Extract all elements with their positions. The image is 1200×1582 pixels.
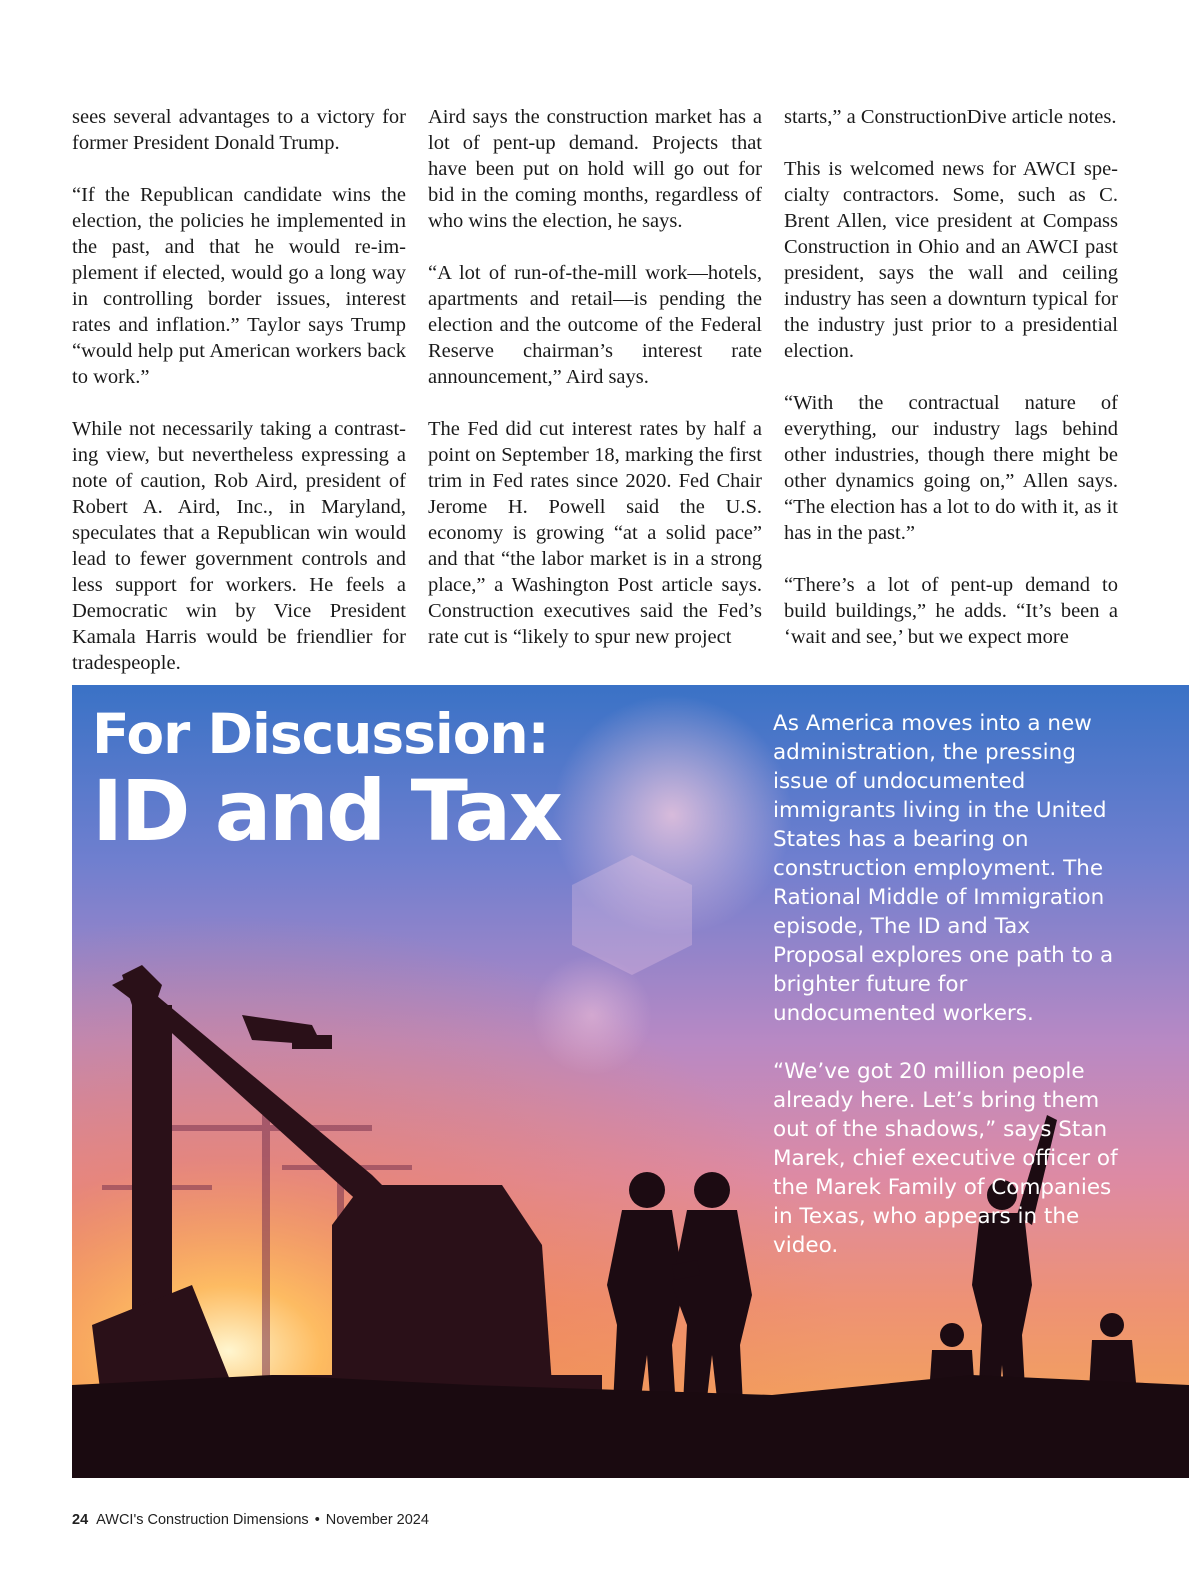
article-body bbox=[72, 104, 1118, 674]
paragraph: “A lot of run-of-the-mill work—hotels, apartments and retail—is pending the election and the outcome of the Federal Reserve chairman’s interest rate announcement,” Aird says. bbox=[428, 262, 762, 388]
article-column-1 bbox=[72, 104, 406, 676]
article-column-3 bbox=[784, 104, 1118, 650]
page-number: 24 bbox=[72, 1512, 89, 1528]
paragraph: “There’s a lot of pent-up demand to build buildings,” he adds. “It’s been a ‘wait and see,’ but we expect more bbox=[784, 574, 1118, 648]
feature-title bbox=[92, 702, 561, 860]
feature-sidebar bbox=[72, 685, 1189, 1478]
paragraph: Aird says the construction market has a lot of pent-up demand. Projects that have been put on hold will go out for bid in the coming months, regardless of who wins the election, he says. bbox=[428, 106, 762, 232]
paragraph: “If the Republican candidate wins the election, the policies he implemented in the past, and that he would re-implement if elected, would go a long way in controlling border issues, interest rates and inflation.” Taylor says Trump “would help put American workers back to work.” bbox=[72, 184, 406, 388]
paragraph: The Fed did cut interest rates by half a point on September 18, marking the first trim in Fed rates since 2020. Fed Chair Jerome H. Powell said the U.S. economy is growing “at a solid pace” and that “the labor market is in a strong place,” a Washington Post article says. Construction executives said the Fed’s rate cut is “likely to spur new project bbox=[428, 418, 762, 648]
paragraph: starts,” a ConstructionDive article notes. bbox=[784, 106, 1117, 128]
paragraph: sees several advantages to a victory for former President Donald Trump. bbox=[72, 106, 406, 154]
feature-paragraph: As America moves into a new administration, the pressing issue of undocumented immigrants living in the United States has a bearing on construction employment. The Rational Middle of Immigration episode, The ID and Tax Proposal explores one path to a brighter future for undocumented workers. bbox=[773, 711, 1114, 1026]
publication-name: AWCI's Construction Dimensions bbox=[96, 1512, 309, 1528]
paragraph: While not necessarily taking a contrasting view, but nevertheless expressing a note of caution, Rob Aird, president of Robert A. Aird, Inc., in Maryland, speculates that a Republican win would lead to fewer government controls and less support for workers. He feels a Democratic win by Vice President Kamala Harris would be friendlier for tradespeople. bbox=[72, 418, 406, 674]
article-column-2 bbox=[428, 104, 762, 650]
feature-title-line-2: ID and Tax bbox=[92, 762, 561, 860]
paragraph: “With the contractual nature of everything, our industry lags behind other industries, though there might be other dynamics going on,” Allen says. “The election has a lot to do with it, as it has in the past.” bbox=[784, 392, 1118, 544]
page-footer bbox=[72, 1512, 429, 1528]
separator-dot: • bbox=[314, 1512, 320, 1528]
feature-text bbox=[773, 709, 1123, 1260]
feature-title-line-1: For Discussion: bbox=[92, 702, 549, 766]
issue-date: November 2024 bbox=[325, 1512, 429, 1528]
paragraph: This is welcomed news for AWCI specialty contractors. Some, such as C. Brent Allen, vice president at Compass Construction in Ohio and an AWCI past president, says the wall and ceiling industry has seen a downturn typical for the industry just prior to a presidential election. bbox=[784, 158, 1118, 362]
feature-paragraph: “We’ve got 20 million people already here. Let’s bring them out of the shadows,” says Stan Marek, chief executive officer of the Marek Family of Companies in Texas, who appears in the video. bbox=[773, 1059, 1118, 1258]
